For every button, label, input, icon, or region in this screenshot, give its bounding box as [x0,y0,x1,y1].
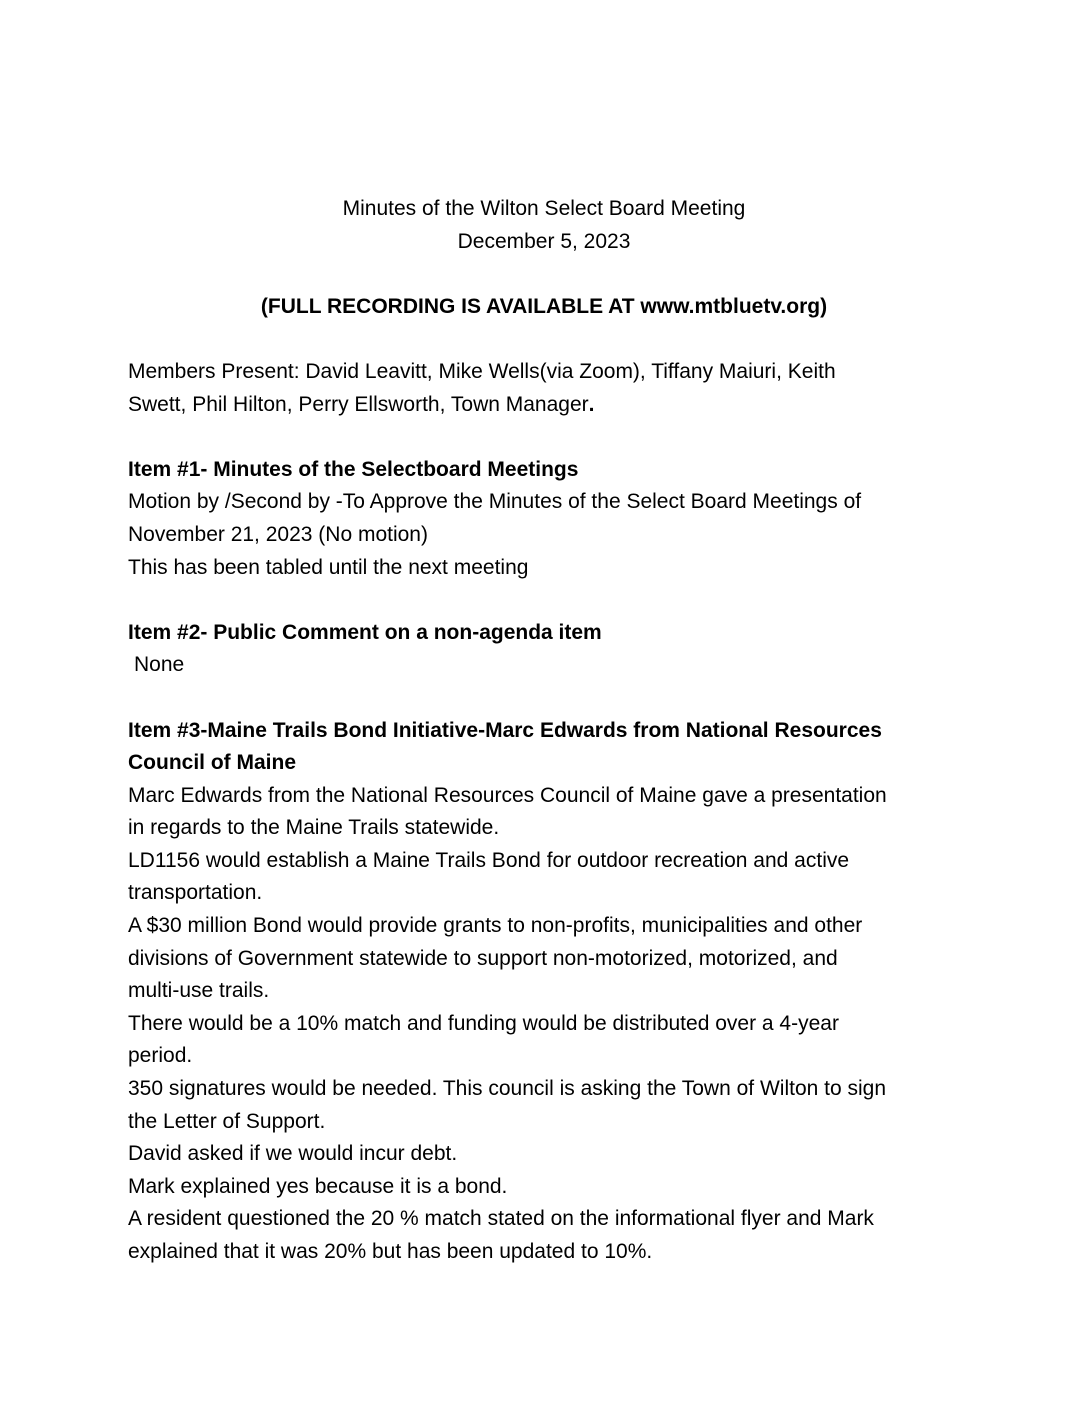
members-line-2 [128,389,968,422]
item-3-heading-line-2: Council of Maine [128,751,296,775]
item-3-text-line: David asked if we would incur debt. [128,1142,458,1166]
item-3-text-line: transportation. [128,881,263,905]
members-present [128,356,968,421]
item-1-section [128,454,968,584]
item-2-text-line: None [134,653,185,677]
spacer [128,584,968,617]
item-3-heading-line-1: Item #3-Maine Trails Bond Initiative-Marc Edwards from National Resources [128,718,882,742]
item-3-text-line: in regards to the Maine Trails statewide. [128,816,500,840]
item-1-text-line: November 21, 2023 (No motion) [128,522,428,546]
item-3-text-line: LD1156 would establish a Maine Trails Bond for outdoor recreation and active [128,848,850,872]
members-line-2-text: Swett, Phil Hilton, Perry Ellsworth, Town Manager [128,392,589,416]
item-3-text-line: multi-use trails. [128,979,270,1003]
minutes-body [128,193,968,1269]
item-3-text-line: period. [128,1044,193,1068]
spacer [128,323,968,356]
item-2-heading: Item #2- Public Comment on a non-agenda item [128,620,602,644]
document-title: Minutes of the Wilton Select Board Meeting [342,197,746,220]
item-1-heading: Item #1- Minutes of the Selectboard Meetings [128,457,579,481]
item-3-text-line: Marc Edwards from the National Resources Council of Maine gave a presentation [128,783,887,807]
item-3-section [128,715,968,1269]
item-1-text-line: Motion by /Second by -To Approve the Minutes of the Select Board Meetings of [128,490,862,514]
item-3-text-line: There would be a 10% match and funding would be distributed over a 4-year [128,1011,839,1035]
item-3-text-line: explained that it was 20% but has been updated to 10%. [128,1240,653,1263]
spacer [128,258,968,291]
spacer [128,682,968,715]
item-3-text-line: divisions of Government statewide to support non-motorized, motorized, and [128,946,838,970]
item-3-text-line: Mark explained yes because it is a bond. [128,1174,508,1198]
item-3-text-line: A $30 million Bond would provide grants to non-profits, municipalities and other [128,914,863,938]
members-line-1: Members Present: David Leavitt, Mike Wells(via Zoom), Tiffany Maiuri, Keith [128,359,836,383]
item-3-text-line: A resident questioned the 20 % match stated on the informational flyer and Mark [128,1207,874,1231]
item-1-text-line: This has been tabled until the next meeting [128,555,529,579]
item-2-section [128,617,968,682]
meeting-date: December 5, 2023 [457,229,631,253]
spacer [128,421,968,454]
recording-notice: (FULL RECORDING IS AVAILABLE AT www.mtbluetv.org) [260,294,828,318]
item-3-text-line: 350 signatures would be needed. This council is asking the Town of Wilton to sign [128,1077,887,1101]
members-line-2-period: . [588,392,595,416]
item-3-text-line: the Letter of Support. [128,1109,326,1133]
